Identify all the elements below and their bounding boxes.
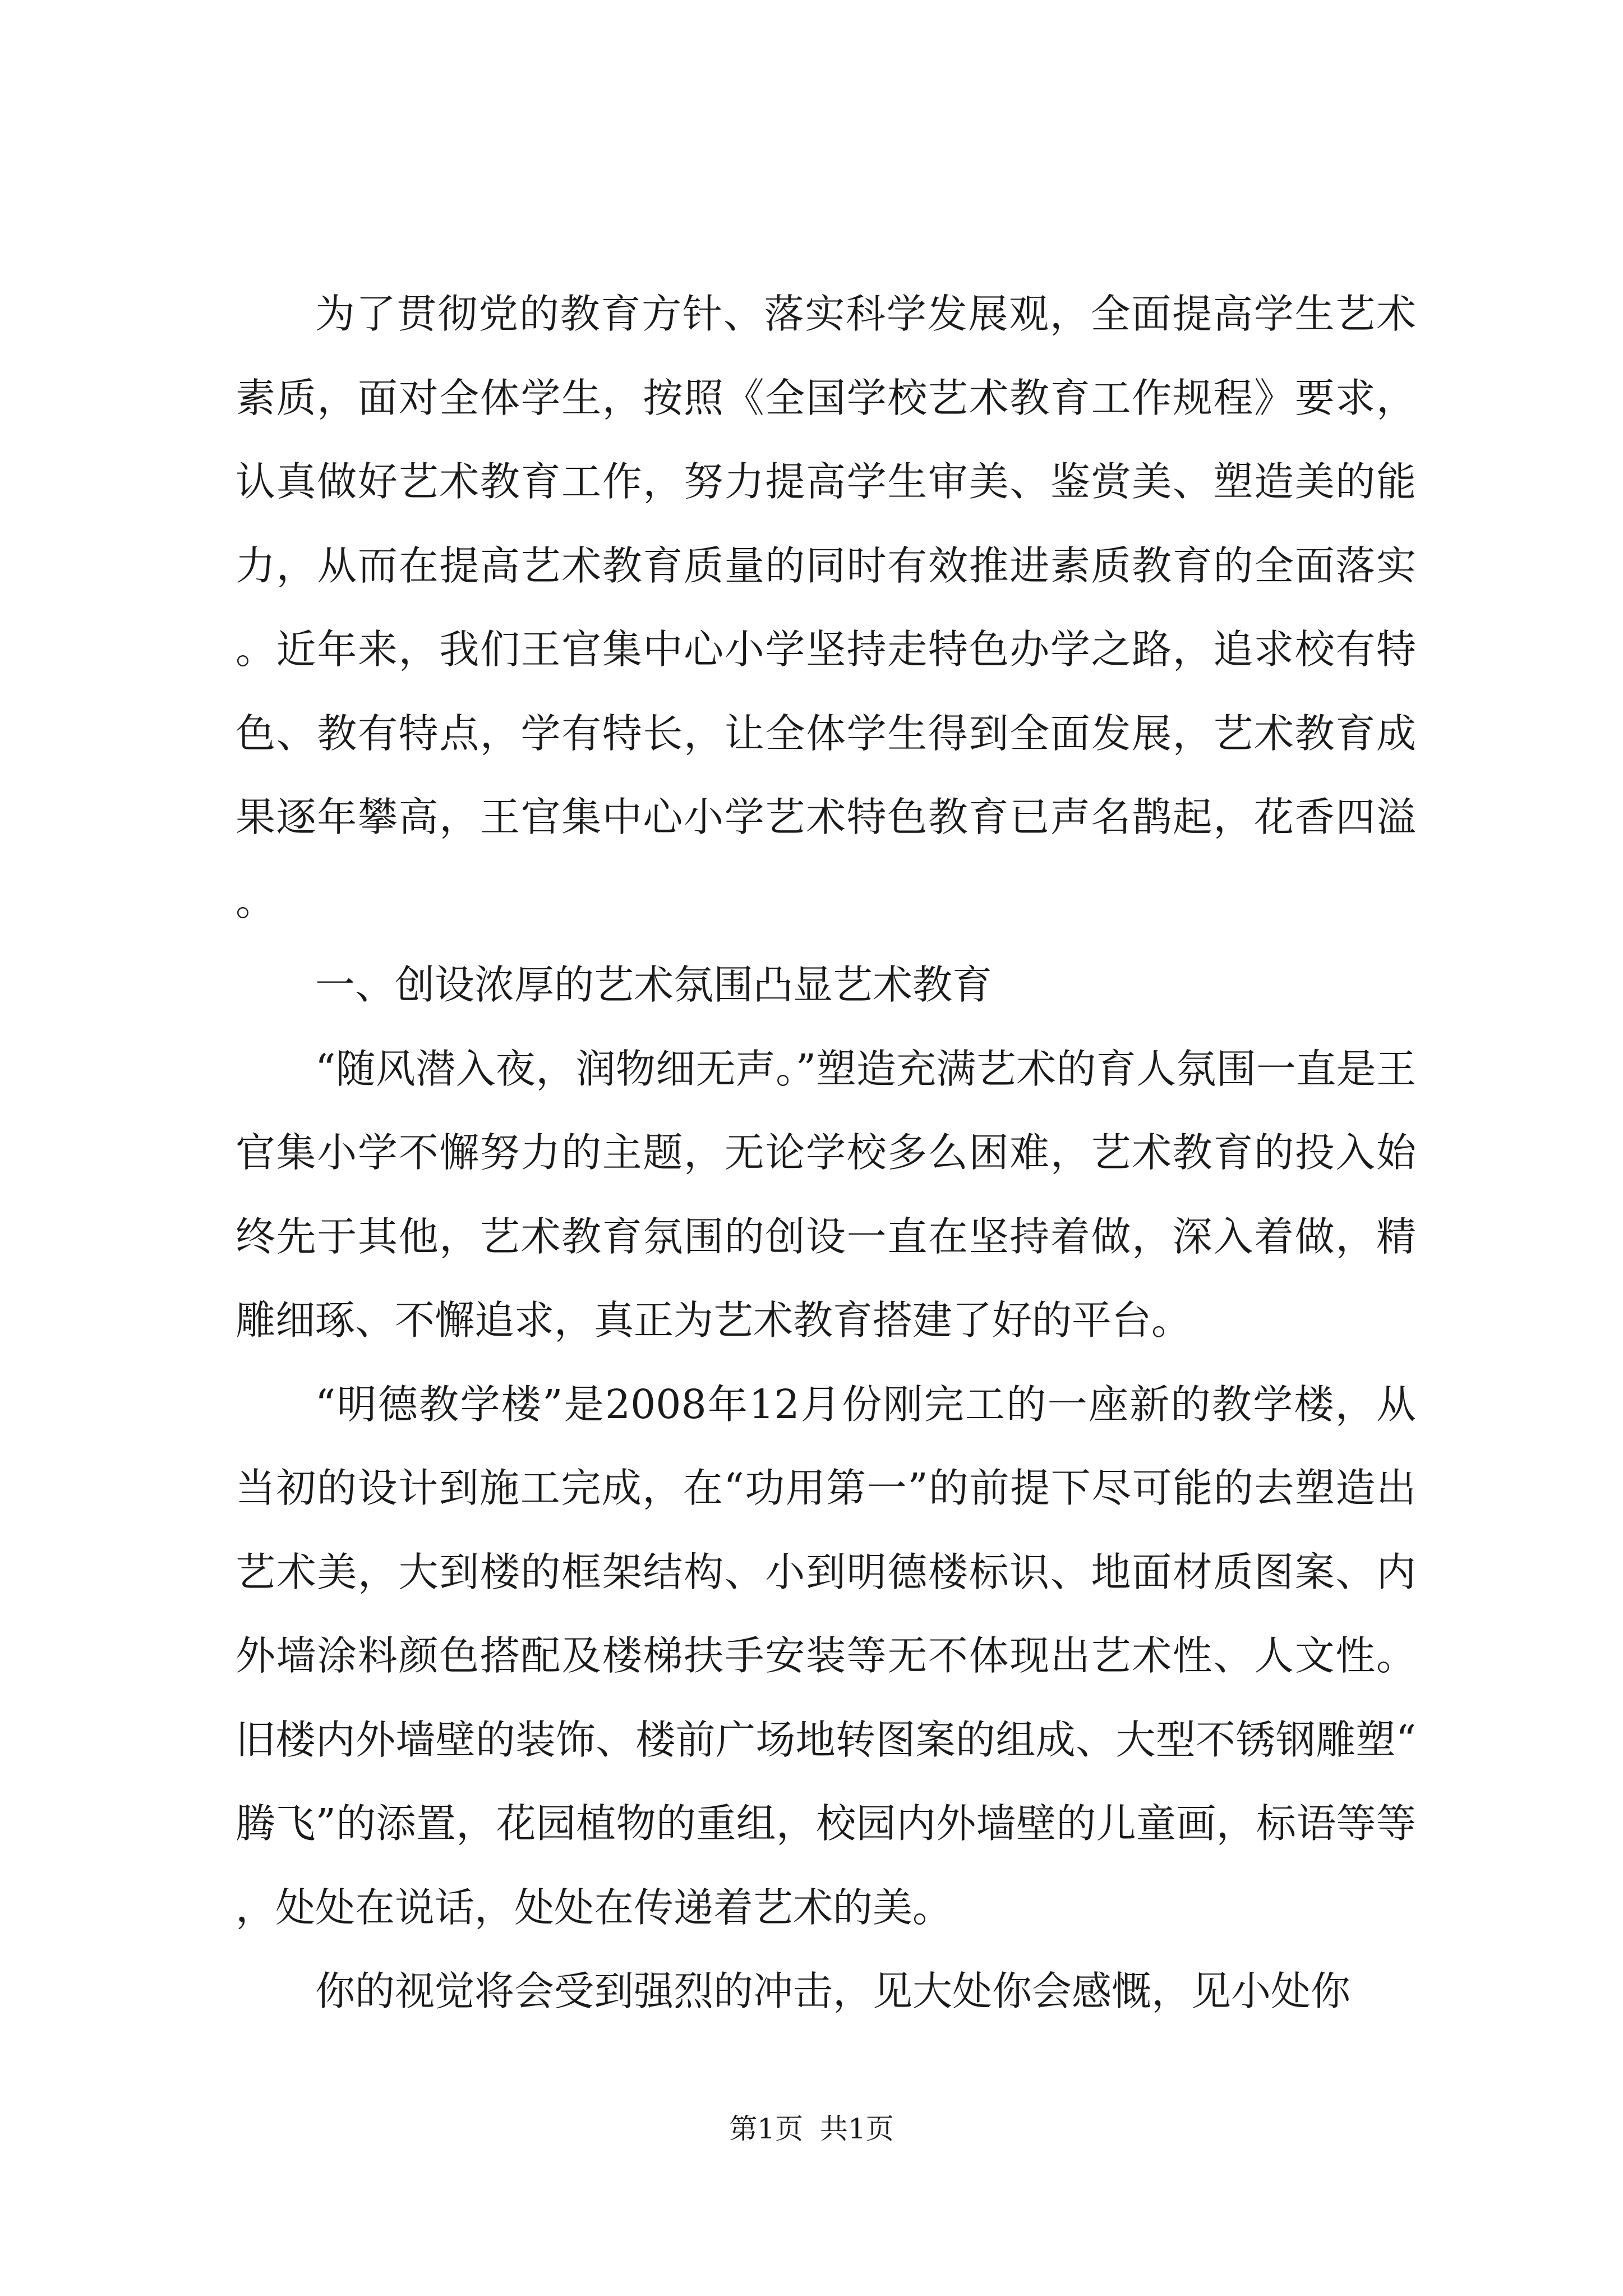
body-paragraph-continued: 你的视觉将会受到强烈的冲击，见大处你会感慨，见小处你 bbox=[315, 1968, 1351, 2014]
section-heading: 一、创设浓厚的艺术氛围凸显艺术教育 bbox=[315, 961, 993, 1008]
page-footer bbox=[0, 2112, 1623, 2146]
body-paragraph: 为了贯彻党的教育方针、落实科学发展观，全面提高学生艺术素质，面对全体学生，按照《全国学校艺术教育工作规程》要求，认真做好艺术教育工作，努力提高学生审美、鉴赏美、塑造美的能力，从而在提高艺术教育质量的同时有效推进素质教育的全面落实。近年来，我们王官集中心小学坚持走特色办学之路，追求校有特色、教有特点，学有特长，让全体学生得到全面发展，艺术教育成果逐年攀高，王官集中心小学艺术特色教育已声名鹊起，花香四溢。 bbox=[236, 291, 1416, 924]
document-body bbox=[236, 272, 1416, 2033]
page-total: 共1页 bbox=[820, 2113, 894, 2145]
body-paragraph: “随风潜入夜，润物细无声。”塑造充满艺术的育人氛围一直是王官集小学不懈努力的主题，无论学校多么困难，艺术教育的投入始终先于其他，艺术教育氛围的创设一直在坚持着做，深入着做，精雕细琢、不懈追求，真正为艺术教育搭建了好的平台。 bbox=[236, 1045, 1416, 1343]
body-paragraph: “明德教学楼”是2008年12月份刚完工的一座新的教学楼，从当初的设计到施工完成，在“功用第一”的前提下尽可能的去塑造出艺术美，大到楼的框架结构、小到明德楼标识、地面材质图案、内外墙涂料颜色搭配及楼梯扶手安装等无不体现出艺术性、人文性。旧楼内外墙壁的装饰、楼前广场地转图案的组成、大型不锈钢雕塑“腾飞”的添置，花园植物的重组，校园内外墙壁的儿童画，标语等等，处处在说话，处处在传递着艺术的美。 bbox=[236, 1381, 1416, 1931]
page-number: 第1页 bbox=[729, 2113, 803, 2145]
